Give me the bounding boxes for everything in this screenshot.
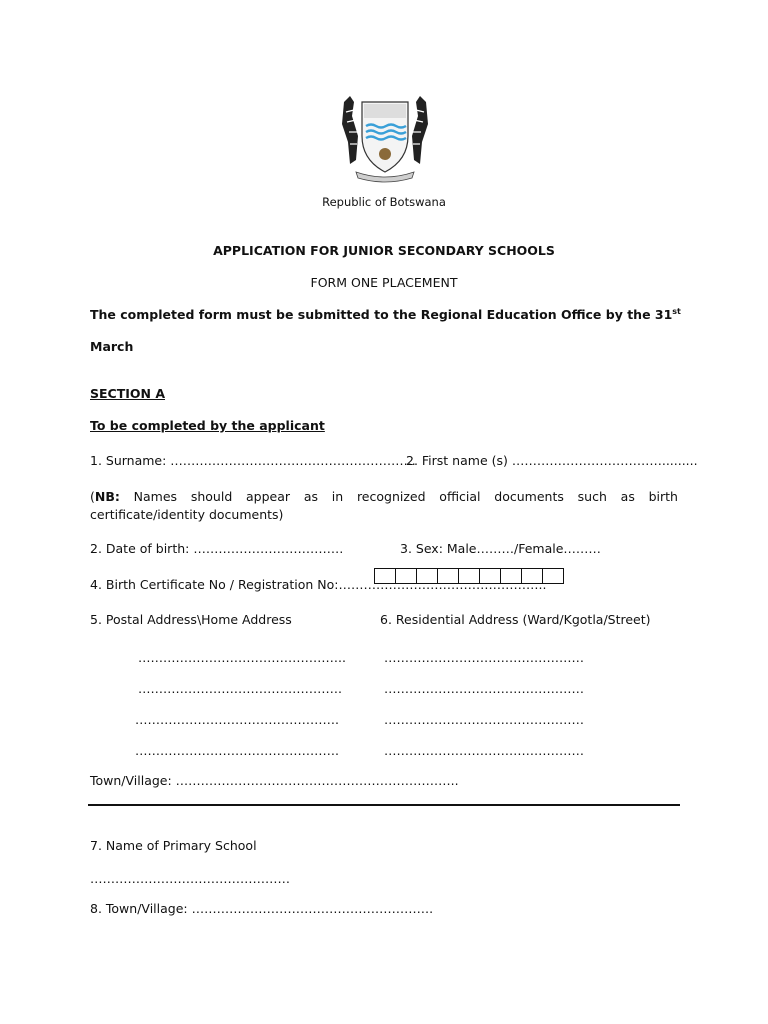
- digit-box[interactable]: [416, 568, 438, 584]
- sex-field[interactable]: 3. Sex: Male………/Female………: [400, 541, 601, 556]
- submission-notice-end: March: [90, 339, 134, 354]
- residential-address-line[interactable]: …………………………………………: [384, 743, 584, 758]
- digit-box[interactable]: [542, 568, 564, 584]
- postal-address-line[interactable]: ………………………………………….: [135, 712, 339, 727]
- section-divider: [88, 804, 680, 806]
- school-town-village-field[interactable]: 8. Town/Village: ………………………………………………….: [90, 901, 434, 916]
- digit-box[interactable]: [479, 568, 501, 584]
- notice-superscript: st: [672, 307, 681, 316]
- postal-address-label: 5. Postal Address\Home Address: [90, 612, 292, 627]
- digit-box[interactable]: [500, 568, 522, 584]
- form-subtitle: FORM ONE PLACEMENT: [310, 275, 458, 290]
- date-of-birth-field[interactable]: 2. Date of birth: ………………………………: [90, 541, 344, 556]
- form-title: APPLICATION FOR JUNIOR SECONDARY SCHOOLS: [213, 243, 555, 258]
- nb-note: (NB: Names should appear as in recognized official documents such as birth certificate/identity documents): [90, 489, 678, 522]
- coat-of-arms-icon: [330, 92, 440, 184]
- surname-field[interactable]: 1. Surname: …………………………………………………..: [90, 453, 416, 468]
- postal-address-line[interactable]: ………………………………………….: [135, 743, 339, 758]
- postal-address-line[interactable]: ………………………………………….: [138, 681, 342, 696]
- nb-label: NB:: [94, 489, 120, 504]
- digit-box[interactable]: [374, 568, 396, 584]
- town-village-field[interactable]: Town/Village: …………………………………………………………..: [90, 773, 459, 788]
- residential-address-line[interactable]: …………………………………………: [384, 681, 584, 696]
- residential-address-line[interactable]: …………………………………………: [384, 650, 584, 665]
- digit-box[interactable]: [437, 568, 459, 584]
- digit-box[interactable]: [521, 568, 543, 584]
- residential-address-line[interactable]: …………………………………………: [384, 712, 584, 727]
- section-a-title: SECTION A: [90, 386, 166, 401]
- first-name-field[interactable]: 2. First name (s) ……………………………….........: [406, 453, 698, 468]
- digit-box[interactable]: [395, 568, 417, 584]
- primary-school-label: 7. Name of Primary School: [90, 838, 257, 853]
- country-name: Republic of Botswana: [322, 195, 446, 209]
- postal-address-line[interactable]: …………………………………………..: [138, 650, 346, 665]
- digit-box[interactable]: [458, 568, 480, 584]
- birth-certificate-boxes[interactable]: [375, 568, 564, 584]
- submission-notice: The completed form must be submitted to the Regional Education Office by the 31st: [90, 307, 681, 323]
- section-a-instruction: To be completed by the applicant: [90, 418, 325, 433]
- primary-school-line[interactable]: …………………………………………: [90, 871, 290, 886]
- birth-certificate-field[interactable]: 4. Birth Certificate No / Registration No:…………………………………………..: [90, 577, 547, 592]
- residential-address-label: 6. Residential Address (Ward/Kgotla/Street): [380, 612, 651, 627]
